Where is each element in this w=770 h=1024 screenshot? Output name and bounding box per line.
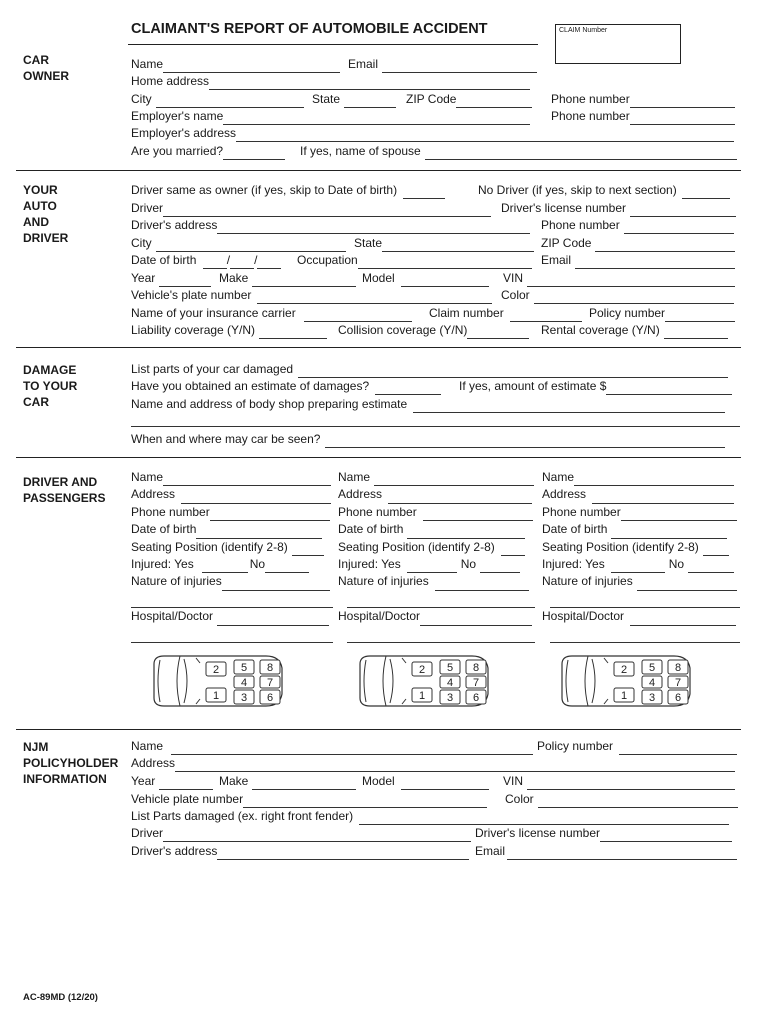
passenger3-dob-field[interactable] — [611, 526, 727, 539]
damage-where-label: When and where may car be seen? — [131, 432, 321, 446]
passenger-column-3 — [542, 469, 742, 643]
auto-same-owner-field[interactable] — [403, 186, 445, 199]
owner-spouse-field[interactable] — [425, 147, 737, 160]
passenger1-dob-field[interactable] — [196, 526, 322, 539]
auto-email-label: Email — [541, 253, 572, 267]
auto-occupation-label: Occupation — [297, 253, 358, 267]
seat-8: 8 — [266, 662, 274, 674]
owner-row-3 — [131, 90, 740, 108]
section-your-auto-heading: YOUR AUTO AND DRIVER — [23, 183, 69, 245]
njm-row-7 — [131, 842, 740, 860]
seat-6: 6 — [472, 692, 480, 704]
auto-occupation-field[interactable] — [358, 256, 532, 269]
auto-same-owner-label: Driver same as owner (if yes, skip to Date of birth) — [131, 183, 398, 197]
seat-4: 4 — [648, 677, 656, 689]
njm-email-field[interactable] — [507, 847, 737, 860]
passenger3-injured-yes-field[interactable] — [611, 560, 665, 573]
njm-driver-address-label: Driver's address — [131, 844, 218, 858]
passenger2-hospital-label: Hospital/Doctor — [338, 609, 421, 624]
passenger2-name-label: Name — [338, 470, 371, 484]
car-seating-diagram-3 — [558, 650, 694, 712]
section-car-owner-heading: CAR OWNER — [23, 53, 69, 83]
auto-no-driver-field[interactable] — [682, 186, 730, 199]
seat-4: 4 — [446, 677, 454, 689]
passenger1-injured-label: Injured: Yes — [131, 556, 194, 571]
njm-parts-label: List Parts damaged (ex. right front fender) — [131, 809, 354, 823]
passenger2-no-label: No — [460, 556, 477, 571]
auto-liability-label: Liability coverage (Y/N) — [131, 323, 256, 337]
passenger2-address-field[interactable] — [388, 491, 532, 504]
passenger3-no-label: No — [668, 556, 685, 571]
njm-driver-address-field[interactable] — [217, 847, 469, 860]
seat-5: 5 — [240, 662, 248, 674]
owner-phone1-label: Phone number — [551, 92, 630, 106]
form-code: AC-89MD (12/20) — [23, 992, 98, 1003]
auto-row-8 — [131, 304, 740, 322]
auto-year-label: Year — [131, 271, 156, 285]
damage-body-shop-label: Name and address of body shop preparing estimate — [131, 397, 408, 411]
auto-make-label: Make — [219, 271, 249, 285]
passenger2-name-field[interactable] — [374, 473, 534, 486]
auto-color-field[interactable] — [534, 291, 734, 304]
section-divider — [16, 457, 741, 458]
njm-driver-label: Driver — [131, 826, 163, 840]
passenger2-address-label: Address — [338, 487, 383, 502]
njm-model-field[interactable] — [401, 777, 489, 790]
passenger-column-2 — [338, 469, 538, 643]
passenger1-no-label: No — [249, 556, 266, 571]
auto-row-7 — [131, 286, 740, 304]
passenger2-injured-label: Injured: Yes — [338, 556, 401, 571]
passenger1-phone-field[interactable] — [210, 508, 330, 521]
seat-1: 1 — [418, 690, 426, 702]
owner-phone2-label: Phone number — [551, 109, 630, 123]
njm-row-1 — [131, 737, 740, 755]
passenger2-dob-field[interactable] — [407, 526, 525, 539]
passenger2-seating-label: Seating Position (identify 2-8) — [338, 539, 495, 554]
auto-collision-label: Collision coverage (Y/N) — [338, 323, 468, 337]
passenger3-hospital-extra-field[interactable] — [550, 630, 740, 643]
passenger3-hospital-label: Hospital/Doctor — [542, 609, 625, 624]
passenger3-seating-label: Seating Position (identify 2-8) — [542, 539, 699, 554]
passenger1-injuries-extra-field[interactable] — [131, 595, 333, 608]
passenger1-hospital-label: Hospital/Doctor — [131, 609, 214, 624]
auto-dob-slash: / — [254, 253, 258, 267]
passenger2-hospital-field[interactable] — [420, 613, 532, 626]
seat-2: 2 — [620, 664, 628, 676]
claim-number-label: CLAIM Number — [559, 27, 608, 34]
njm-policy-label: Policy number — [537, 739, 614, 753]
passenger3-name-label: Name — [542, 470, 575, 484]
passenger1-dob-label: Date of birth — [131, 522, 197, 537]
owner-home-address-label: Home address — [131, 74, 210, 88]
damage-row-2 — [131, 377, 740, 395]
passenger3-injuries-field[interactable] — [637, 578, 737, 591]
owner-row-2 — [131, 72, 740, 90]
auto-policy-number-label: Policy number — [589, 306, 666, 320]
auto-plate-label: Vehicle's plate number — [131, 288, 252, 302]
damage-body-shop-field[interactable] — [413, 400, 725, 413]
passenger2-injuries-field[interactable] — [435, 578, 529, 591]
seat-1: 1 — [212, 690, 220, 702]
auto-claim-number-label: Claim number — [429, 306, 504, 320]
passenger1-name-field[interactable] — [163, 473, 331, 486]
njm-email-label: Email — [475, 844, 506, 858]
seat-8: 8 — [674, 662, 682, 674]
njm-address-label: Address — [131, 756, 176, 770]
passenger3-phone-field[interactable] — [621, 508, 737, 521]
auto-license-label: Driver's license number — [501, 201, 626, 215]
auto-liability-field[interactable] — [259, 326, 327, 339]
owner-home-address-field[interactable] — [209, 77, 530, 90]
njm-make-field[interactable] — [252, 777, 356, 790]
auto-dob-label: Date of birth — [131, 253, 197, 267]
passenger1-seating-field[interactable] — [292, 543, 324, 556]
njm-license-field[interactable] — [600, 829, 732, 842]
owner-employer-address-field[interactable] — [236, 129, 734, 142]
auto-row-4 — [131, 234, 740, 252]
passenger2-seating-field[interactable] — [501, 543, 525, 556]
auto-rental-label: Rental coverage (Y/N) — [541, 323, 660, 337]
auto-no-driver-label: No Driver (if yes, skip to next section) — [478, 183, 677, 197]
damage-row-4 — [131, 430, 740, 448]
owner-city-label: City — [131, 92, 152, 106]
njm-row-2 — [131, 754, 740, 772]
owner-name-label: Name — [131, 57, 164, 71]
auto-plate-field[interactable] — [257, 291, 492, 304]
damage-row-1 — [131, 360, 740, 378]
seat-5: 5 — [446, 662, 454, 674]
seat-6: 6 — [266, 692, 274, 704]
owner-row-1 — [131, 55, 740, 73]
car-seating-diagram-2 — [356, 650, 492, 712]
passenger1-address-label: Address — [131, 487, 176, 502]
njm-row-3 — [131, 772, 740, 790]
passenger3-address-label: Address — [542, 487, 587, 502]
section-divider — [16, 729, 741, 730]
damage-estimate-label: Have you obtained an estimate of damages? — [131, 379, 370, 393]
auto-carrier-label: Name of your insurance carrier — [131, 306, 296, 320]
njm-year-label: Year — [131, 774, 156, 788]
passenger1-hospital-extra-field[interactable] — [131, 630, 333, 643]
passenger1-name-label: Name — [131, 470, 164, 484]
passenger2-phone-field[interactable] — [423, 508, 533, 521]
damage-parts-label: List parts of your car damaged — [131, 362, 294, 376]
passenger2-injured-no-field[interactable] — [480, 560, 520, 573]
njm-row-4 — [131, 790, 740, 808]
njm-model-label: Model — [362, 774, 395, 788]
owner-employer-name-label: Employer's name — [131, 109, 224, 123]
damage-estimate-field[interactable] — [375, 382, 441, 395]
seat-1: 1 — [620, 690, 628, 702]
auto-color-label: Color — [501, 288, 530, 302]
passenger1-injuries-field[interactable] — [222, 578, 330, 591]
auto-vin-label: VIN — [503, 271, 524, 285]
passenger2-injuries-extra-field[interactable] — [347, 595, 535, 608]
damage-where-field[interactable] — [325, 435, 725, 448]
owner-spouse-label: If yes, name of spouse — [300, 144, 421, 158]
auto-driver-address-field[interactable] — [217, 221, 530, 234]
passenger3-injured-label: Injured: Yes — [542, 556, 605, 571]
seat-6: 6 — [674, 692, 682, 704]
auto-row-3 — [131, 216, 740, 234]
owner-married-label: Are you married? — [131, 144, 224, 158]
passenger1-address-field[interactable] — [181, 491, 331, 504]
auto-state-label: State — [354, 236, 383, 250]
njm-color-label: Color — [505, 792, 534, 806]
section-njm-heading: NJM POLICYHOLDER INFORMATION — [23, 740, 119, 786]
passenger1-injured-no-field[interactable] — [265, 560, 309, 573]
auto-row-1 — [131, 181, 740, 199]
seat-7: 7 — [674, 677, 682, 689]
auto-zip-label: ZIP Code — [541, 236, 592, 250]
passenger3-dob-label: Date of birth — [542, 522, 608, 537]
passenger2-injured-yes-field[interactable] — [407, 560, 457, 573]
owner-row-5 — [131, 124, 740, 142]
auto-phone-field[interactable] — [624, 221, 734, 234]
njm-vin-label: VIN — [503, 774, 524, 788]
auto-row-2 — [131, 199, 740, 217]
passenger1-hospital-field[interactable] — [217, 613, 329, 626]
passenger1-seating-label: Seating Position (identify 2-8) — [131, 539, 288, 554]
damage-amount-label: If yes, amount of estimate $ — [459, 379, 607, 393]
seat-7: 7 — [266, 677, 274, 689]
passenger1-phone-label: Phone number — [131, 504, 210, 519]
auto-driver-label: Driver — [131, 201, 163, 215]
title-rule — [128, 44, 538, 45]
auto-row-9 — [131, 321, 740, 339]
passenger1-injured-yes-field[interactable] — [202, 560, 248, 573]
njm-row-5 — [131, 807, 740, 825]
damage-amount-field[interactable] — [606, 382, 732, 395]
passenger2-phone-label: Phone number — [338, 504, 417, 519]
passenger2-dob-label: Date of birth — [338, 522, 404, 537]
njm-make-label: Make — [219, 774, 249, 788]
njm-license-label: Driver's license number — [475, 826, 600, 840]
auto-dob-month-field[interactable] — [203, 256, 227, 269]
owner-email-label: Email — [348, 57, 379, 71]
njm-vin-field[interactable] — [527, 777, 735, 790]
damage-extra-line[interactable] — [131, 426, 740, 427]
section-passengers-heading: DRIVER AND PASSENGERS — [23, 475, 106, 505]
auto-rental-field[interactable] — [664, 326, 728, 339]
section-divider — [16, 170, 741, 171]
passenger3-hospital-field[interactable] — [630, 613, 736, 626]
seat-8: 8 — [472, 662, 480, 674]
auto-collision-field[interactable] — [467, 326, 529, 339]
seat-3: 3 — [446, 692, 454, 704]
passenger3-seating-field[interactable] — [703, 543, 729, 556]
auto-row-5 — [131, 251, 740, 269]
auto-phone-label: Phone number — [541, 218, 620, 232]
owner-row-6 — [131, 142, 740, 160]
car-seating-diagram-1 — [150, 650, 286, 712]
owner-state-label: State — [312, 92, 341, 106]
auto-dob-year-field[interactable] — [257, 256, 281, 269]
auto-model-label: Model — [362, 271, 395, 285]
passenger1-injuries-label: Nature of injuries — [131, 574, 222, 589]
njm-address-field[interactable] — [175, 759, 735, 772]
seat-3: 3 — [240, 692, 248, 704]
owner-row-4 — [131, 107, 740, 125]
damage-row-3 — [131, 395, 740, 413]
auto-driver-address-label: Driver's address — [131, 218, 218, 232]
auto-city-label: City — [131, 236, 152, 250]
auto-dob-day-field[interactable] — [230, 256, 254, 269]
passenger3-phone-label: Phone number — [542, 504, 621, 519]
form-title: CLAIMANT'S REPORT OF AUTOMOBILE ACCIDENT — [131, 21, 488, 37]
njm-plate-label: Vehicle plate number — [131, 792, 244, 806]
njm-year-field[interactable] — [159, 777, 213, 790]
seat-4: 4 — [240, 677, 248, 689]
njm-row-6 — [131, 824, 740, 842]
passenger3-name-field[interactable] — [574, 473, 734, 486]
passenger3-address-field[interactable] — [592, 491, 734, 504]
njm-name-label: Name — [131, 739, 164, 753]
auto-email-field[interactable] — [575, 256, 735, 269]
section-divider — [16, 347, 741, 348]
seat-5: 5 — [648, 662, 656, 674]
auto-row-6 — [131, 269, 740, 287]
auto-dob-slash: / — [226, 253, 231, 267]
section-damage-heading: DAMAGE TO YOUR CAR — [23, 363, 78, 409]
passenger3-injuries-extra-field[interactable] — [550, 595, 740, 608]
owner-zip-label: ZIP Code — [406, 92, 457, 106]
seat-3: 3 — [648, 692, 656, 704]
passenger-column-1 — [131, 469, 331, 643]
owner-married-field[interactable] — [223, 147, 285, 160]
passenger2-injuries-label: Nature of injuries — [338, 574, 429, 589]
seat-7: 7 — [472, 677, 480, 689]
owner-employer-address-label: Employer's address — [131, 126, 236, 140]
seat-2: 2 — [418, 664, 426, 676]
passenger3-injured-no-field[interactable] — [688, 560, 734, 573]
seat-2: 2 — [212, 664, 220, 676]
njm-driver-field[interactable] — [163, 829, 471, 842]
passenger2-hospital-extra-field[interactable] — [347, 630, 535, 643]
passenger3-injuries-label: Nature of injuries — [542, 574, 633, 589]
